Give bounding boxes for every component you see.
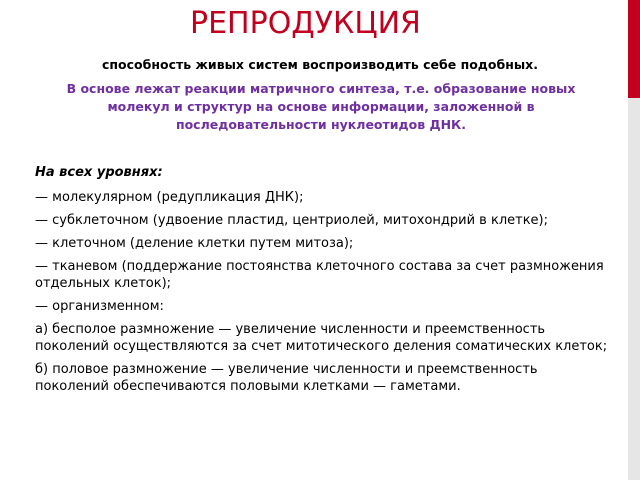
slide-title: РЕПРОДУКЦИЯ <box>190 6 421 41</box>
organism-point: а) бесполое размножение — увеличение численности и преемственность поколений осуществляются за счет митотического деления соматических клеток; <box>35 322 608 354</box>
basis-paragraph: В основе лежат реакции матричного синтеза, т.е. образование новых молекул и структур на основе информации, заложенной в последовательности нуклеотидов ДНК. <box>66 81 576 132</box>
body-text <box>35 164 615 401</box>
level-item: — тканевом (поддержание постоянства клеточного состава за счет размножения отдельных клеток); <box>35 259 604 291</box>
levels-heading: На всех уровнях: <box>35 165 163 180</box>
level-item: — молекулярном (редупликация ДНК); <box>35 190 304 205</box>
accent-bar <box>628 0 640 98</box>
slide-subtitle: способность живых систем воспроизводить себе подобных. <box>102 57 538 72</box>
level-item: — субклеточном (удвоение пластид, центриолей, митохондрий в клетке); <box>35 213 549 228</box>
level-item: — организменном: <box>35 299 164 314</box>
organism-point: б) половое размножение — увеличение численности и преемственность поколений обеспечиваются половыми клетками — гаметами. <box>35 362 538 394</box>
level-item: — клеточном (деление клетки путем митоза); <box>35 236 354 251</box>
